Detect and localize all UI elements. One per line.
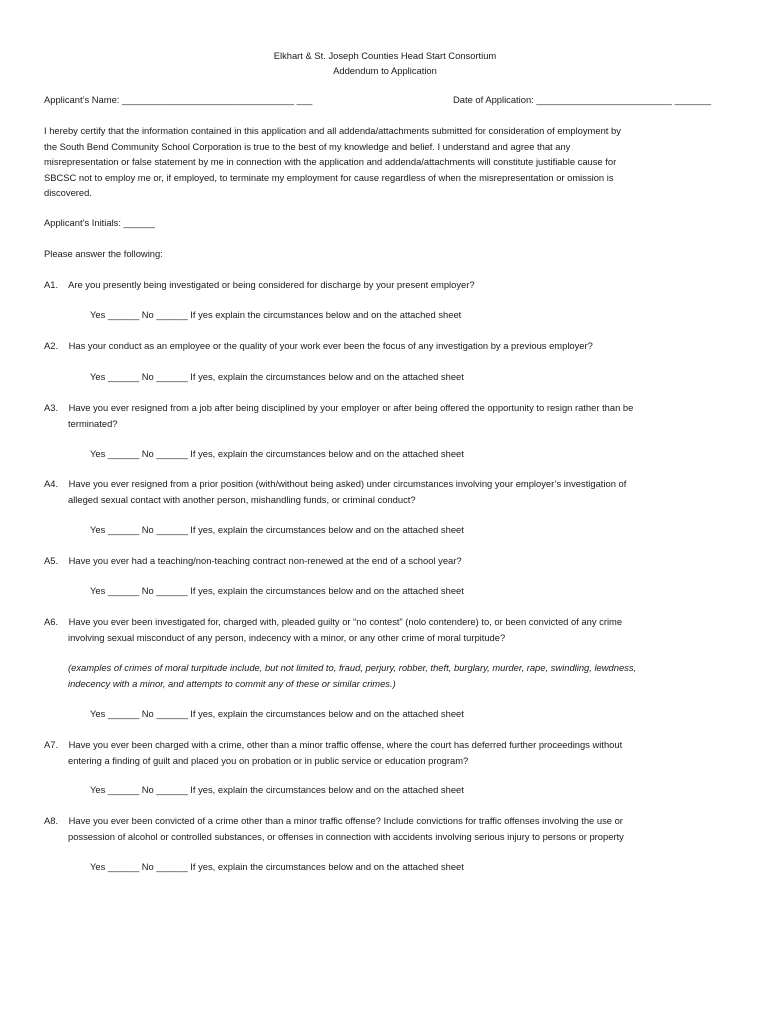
applicant-initials-field[interactable]: Applicant’s Initials: ______ (44, 217, 155, 228)
answer-a5[interactable]: Yes ______ No ______ If yes, explain the circumstances below and on the attached sheet (90, 585, 464, 596)
note-line: (examples of crimes of moral turpitude include, but not limited to, fraud, perjury, robber, theft, burglary, murder, rape, swindling, lewdness, (68, 662, 637, 673)
question-text: Have you ever resigned from a prior position (with/without being asked) under circumstances involving your employer’s investigation of (68, 478, 627, 489)
question-number: A6. (44, 616, 59, 627)
question-number: A1. (44, 279, 59, 290)
certification-line: discovered. (44, 187, 92, 198)
question-text-continued: involving sexual misconduct of any person, indecency with a minor, or any other crime of moral turpitude? (68, 631, 506, 643)
certification-paragraph (44, 123, 724, 201)
certification-line: misrepresentation or false statement by me in connection with the application and addenda/attachments will constitute justifiable cause for (44, 156, 617, 167)
header-subtitle: Addendum to Application (333, 65, 437, 76)
question-number: A5. (44, 555, 59, 566)
question-text: Have you ever had a teaching/non-teaching contract non-renewed at the end of a school year? (68, 555, 462, 566)
question-text: Have you ever been investigated for, charged with, pleaded guilty or “no contest” (nolo contendere) to, or been convicted of any crime (68, 616, 623, 627)
answer-a2[interactable]: Yes ______ No ______ If yes, explain the circumstances below and on the attached sheet (90, 371, 464, 382)
question-text-continued: possession of alcohol or controlled substances, or offenses in connection with accidents involving serious injury to persons or property (68, 830, 624, 842)
question-a3 (44, 400, 724, 431)
question-text: Has your conduct as an employee or the quality of your work ever been the focus of any investigation by a previous employer? (68, 340, 593, 351)
moral-turpitude-note (68, 660, 733, 691)
answer-a6[interactable]: Yes ______ No ______ If yes, explain the circumstances below and on the attached sheet (90, 708, 464, 719)
question-number: A3. (44, 402, 59, 413)
instructions-text: Please answer the following: (44, 248, 163, 259)
question-text: Have you ever been charged with a crime, other than a minor traffic offense, where the court has deferred further proceedings without (68, 739, 623, 750)
question-a2 (44, 338, 724, 354)
answer-a8[interactable]: Yes ______ No ______ If yes, explain the circumstances below and on the attached sheet (90, 861, 464, 872)
note-line: indecency with a minor, and attempts to commit any of these or similar crimes.) (68, 677, 396, 689)
question-a6 (44, 614, 724, 645)
answer-a7[interactable]: Yes ______ No ______ If yes, explain the circumstances below and on the attached sheet (90, 784, 464, 795)
question-text-continued: alleged sexual contact with another person, mishandling funds, or criminal conduct? (68, 493, 416, 505)
question-text-continued: terminated? (68, 417, 118, 429)
question-a8 (44, 813, 724, 844)
question-text-continued: entering a finding of guilt and placed you on probation or in public service or education program? (68, 754, 469, 766)
certification-line: SBCSC not to employ me or, if employed, to terminate my employment for cause regardless of when the misrepresentation or omission is (44, 171, 614, 183)
question-number: A4. (44, 478, 59, 489)
question-a4 (44, 476, 724, 507)
question-number: A8. (44, 815, 59, 826)
answer-a1[interactable]: Yes ______ No ______ If yes explain the circumstances below and on the attached sheet (90, 309, 462, 320)
question-number: A2. (44, 340, 59, 351)
question-number: A7. (44, 739, 59, 750)
answer-a4[interactable]: Yes ______ No ______ If yes, explain the circumstances below and on the attached sheet (90, 524, 464, 535)
header-title: Elkhart & St. Joseph Counties Head Start Consortium (273, 50, 497, 61)
question-a7 (44, 737, 724, 768)
question-a1 (44, 277, 724, 293)
application-date-field[interactable]: Date of Application: __________________________ _______ (453, 94, 712, 105)
applicant-name-field[interactable]: Applicant’s Name: _________________________________ ___ (44, 94, 313, 105)
question-a5 (44, 553, 724, 569)
question-text: Have you ever resigned from a job after being disciplined by your employer or after being offered the opportunity to resign rather than be (68, 402, 634, 413)
certification-line: I hereby certify that the information contained in this application and all addenda/attachments submitted for consideration of employment by (44, 125, 621, 136)
document-header (0, 48, 770, 78)
question-text: Are you presently being investigated or being considered for discharge by your present employer? (68, 279, 475, 290)
certification-line: the South Bend Community School Corporation is true to the best of my knowledge and belief. I understand and agree that any (44, 140, 571, 152)
answer-a3[interactable]: Yes ______ No ______ If yes, explain the circumstances below and on the attached sheet (90, 448, 464, 459)
question-text: Have you ever been convicted of a crime other than a minor traffic offense? Include convictions for traffic offenses involving the use or (68, 815, 623, 826)
